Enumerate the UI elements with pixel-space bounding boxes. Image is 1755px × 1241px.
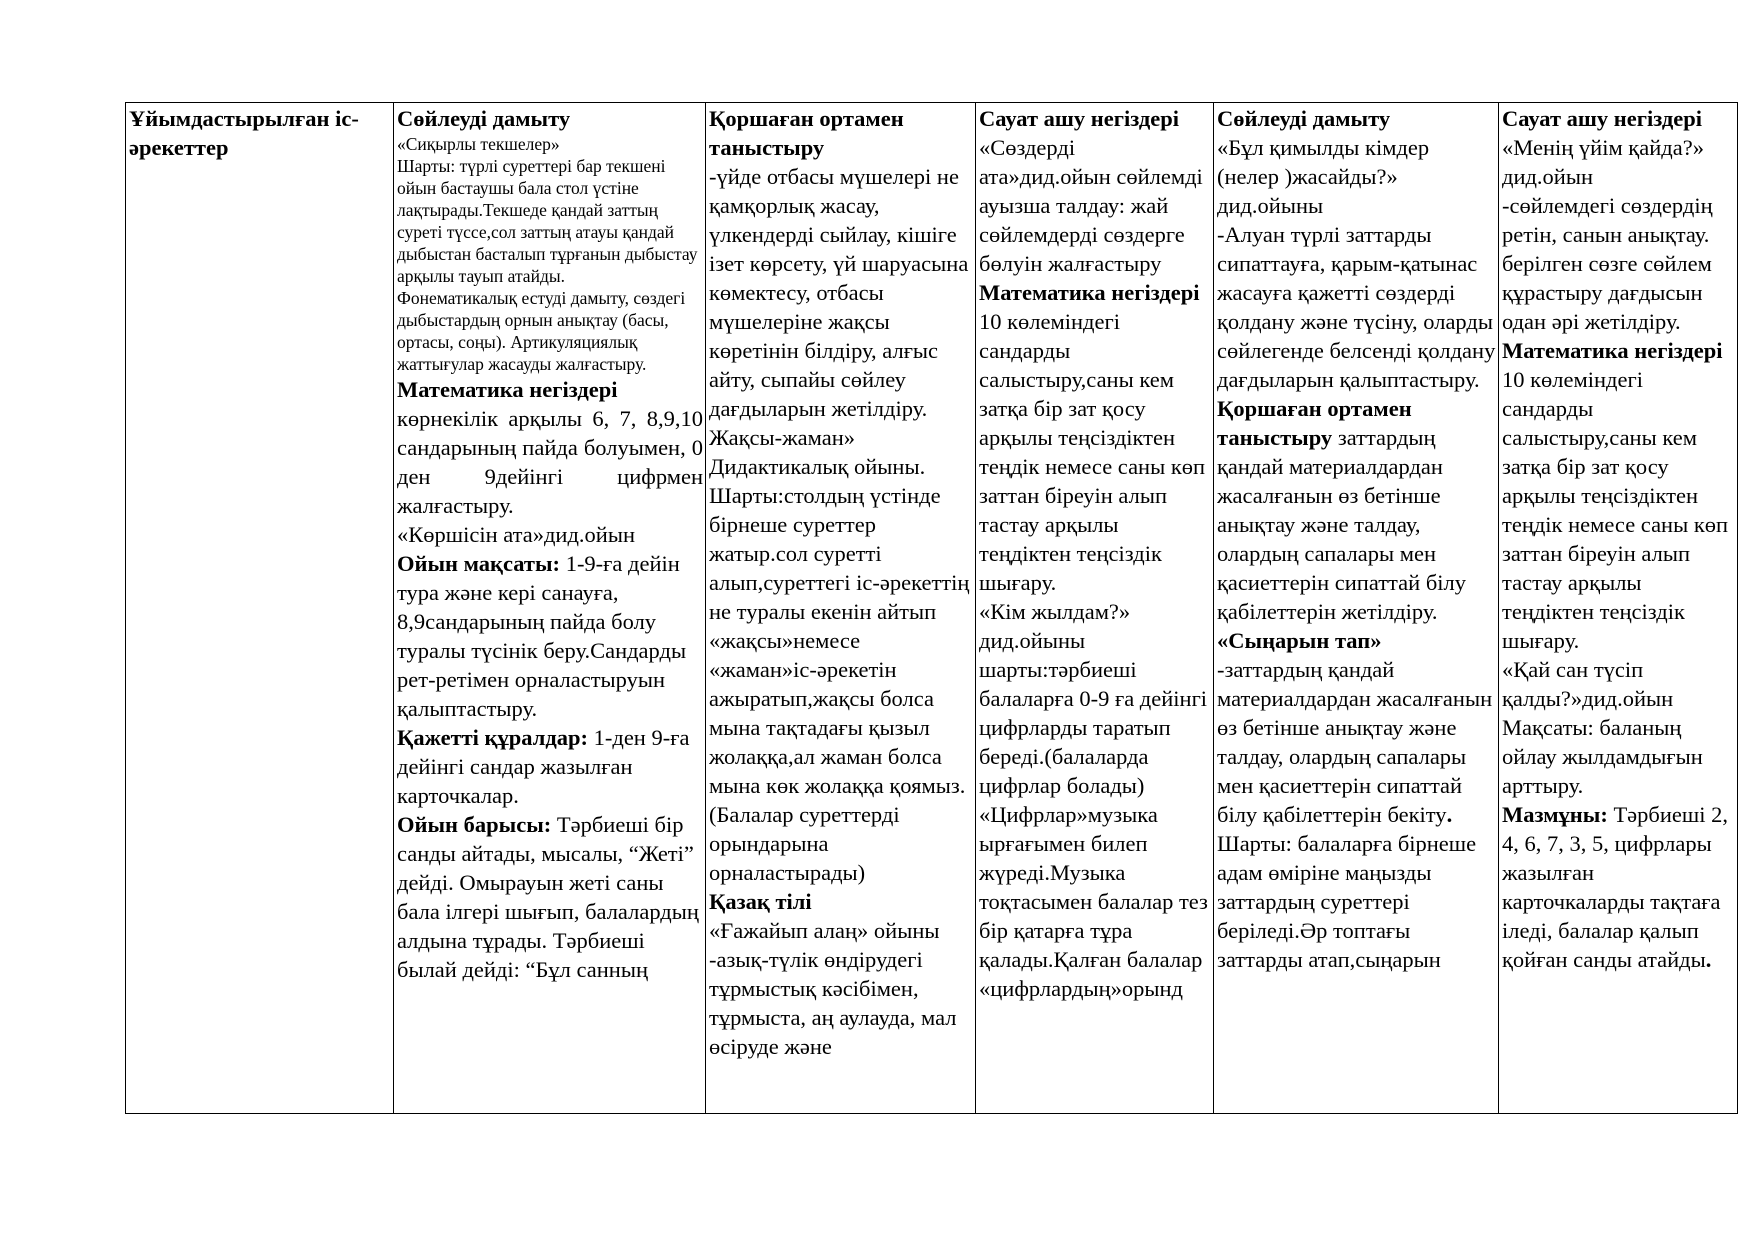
table-row [126, 103, 1738, 1114]
speech-development-cell-2 [1214, 103, 1499, 1114]
speech-development-small-text: «Сиқырлы текшелер» Шарты: түрлі суреттері бар текшені ойын бастаушы бала стол үстіне лақтырады.Текшеде қандай заттың суреті түссе,сол заттың атауы қандай дыбыстан басталып тұрғанын дыбыстау арқылы тауып атайды. Фонематикалық естуді дамыту, сөздегі дыбыстардың орнын анықтау (басы, ортасы, соңы). Артикуляциялық жаттығулар жасауды жалғастыру. [397, 134, 698, 374]
environment-title: Қоршаған ортамен таныстыру [709, 106, 904, 160]
game-goal [397, 549, 703, 723]
math-title: Математика негіздері [979, 280, 1200, 305]
row-header: Ұйымдастырылған іс-әрекеттер [129, 106, 359, 160]
math-text: көрнекілік арқылы 6, 7, 8,9,10 сандарының пайда болуымен, 0 ден 9дейінгі цифрмен жалғастыру. [397, 406, 703, 518]
game-tools [397, 723, 703, 810]
environment-text: заттардың қандай материалдардан жасалғанын өз бетінше анықтау және талдау, олардың сапалары мен қасиеттерін сипаттай білу қабілеттерін жетілдіру. [1217, 425, 1466, 624]
content-label: Мазмұны: [1502, 802, 1608, 827]
environment-text: -үйде отбасы мүшелері не қамқорлық жасау, үлкендерді сыйлау, кішіге ізет көрсету, үй шаруасына көмектесу, отбасы мүшелеріне жақсы көретінін білдіру, алғыс айту, сыпайы сөйлеу дағдыларын жетілдіру. Жақсы-жаман» Дидактикалық ойыны. Шарты:столдың үстінде бірнеше суреттер жатыр.сол суретті алып,суреттегі іс-әрекеттің не туралы екенін айтып «жақсы»немесе «жаман»іс-әрекетін ажыратып,жақсы болса мына тақтадағы қызыл жолаққа,ал жаман болса мына көк жолаққа қоямыз.(Балалар суреттерді орындарына орналастырады) [709, 164, 970, 885]
game-goal [1217, 655, 1496, 829]
process-text: Тәрбиеші бір санды айтады, мысалы, “Жеті” дейді. Омырауын жеті саны бала ілгері шығып, балалардың алдына тұрады. Тәрбиеші былай дейді: “Бұл санның [397, 812, 699, 982]
literacy-title: Сауат ашу негіздері [979, 106, 1179, 131]
game-rules: Шарты: балаларға бірнеше адам өміріне маңызды заттардың суреттері беріледі.Әр топтағы заттарды атап,сыңарын [1217, 831, 1477, 972]
environment-cell [706, 103, 976, 1114]
content-dot: . [1705, 947, 1712, 972]
tools-label: Қажетті құралдар: [397, 725, 588, 750]
row-header-cell [126, 103, 394, 1114]
environment-title: Қоршаған ортамен таныстыру [1217, 396, 1412, 450]
goal-text: 1-9-ға дейін тура және кері санауға, 8,9сандарының пайда болу туралы түсінік беру.Сандарды рет-ретімен орналастыруын қалыптастыру. [397, 551, 687, 721]
game-name: «Көршісін ата»дид.ойын [397, 522, 635, 547]
game-process [397, 810, 703, 984]
literacy-text: «Сөздерді ата»дид.ойын сөйлемді ауызша талдау: жай сөйлемдерді сөздерге бөлуін жалғастыру [979, 135, 1203, 276]
content-text: Тәрбиеші 2, 4, 6, 7, 3, 5, цифрлары жазылған карточкаларды тақтаға іледі, балалар қалып қойған санды атайды [1502, 802, 1728, 972]
literacy-text: «Менің үйім қайда?» дид.ойын -сөйлемдегі сөздердің ретін, санын анықтау. берілген сөзге сөйлем құрастыру дағдысын одан әрі жетілдіру. [1502, 135, 1713, 334]
speech-development-text: «Бұл қимылды кімдер (нелер )жасайды?» дид.ойыны -Алуан түрлі заттарды сипаттауға, қарым-қатынас жасауға қажетті сөздерді қолдану және түсіну, оларды сөйлегенде белсенді қолдану дағдыларын қалыптастыру. [1217, 135, 1496, 392]
game-title: «Сыңарын тап» [1217, 628, 1382, 653]
process-label: Ойын барысы: [397, 812, 552, 837]
kazakh-language-text: «Ғажайып алаң» ойыны -азық-түлік өндірудегі тұрмыстық кәсібімен, тұрмыста, аң аулауда, мал өсіруде және [709, 918, 957, 1059]
math-text: 10 көлеміндегі сандарды салыстыру,саны кем затқа бір зат қосу арқылы теңсіздіктен теңдік немесе саны көп заттан біреуін алып тастау арқылы теңдіктен теңсіздік шығару. «Кім жылдам?» дид.ойыны шарты:тәрбиеші балаларға 0-9 ға дейінгі цифрларды таратып береді.(балаларда цифрлар болады) «Цифрлар»музыка ырғағымен билеп жүреді.Музыка тоқтасымен балалар тез бір қатарға тұра қалады.Қалған балалар «цифрлардың»орынд [979, 309, 1208, 1001]
math-title: Математика негіздері [397, 377, 618, 402]
environment-paragraph [1217, 394, 1496, 626]
kazakh-language-title: Қазақ тілі [709, 889, 812, 914]
literacy-title: Сауат ашу негіздері [1502, 106, 1702, 131]
speech-development-cell [394, 103, 706, 1114]
speech-development-title: Сөйлеуді дамыту [1217, 106, 1391, 131]
game-content [1502, 800, 1735, 974]
literacy-cell [976, 103, 1214, 1114]
math-title: Математика негіздері [1502, 338, 1723, 363]
tools-text: 1-ден 9-ға дейінгі сандар жазылған карточкалар. [397, 725, 690, 808]
math-text: 10 көлеміндегі сандарды салыстыру,саны кем затқа бір зат қосу арқылы теңсіздіктен теңдік немесе саны көп заттан біреуін алып тастау арқылы теңдіктен теңсіздік шығару. «Қай сан түсіп қалды?»дид.ойын Мақсаты: баланың ойлау жылдамдығын арттыру. [1502, 367, 1729, 798]
game-goal-dot: . [1446, 802, 1453, 827]
goal-label: Ойын мақсаты: [397, 551, 561, 576]
literacy-cell-2 [1499, 103, 1738, 1114]
game-goal-text: -заттардың қандай материалдардан жасалғанын өз бетінше анықтау және талдау, олардың сапалары мен қасиеттерін сипаттай білу қабілеттерін бекіту [1217, 657, 1493, 827]
activity-plan-table [125, 102, 1738, 1114]
speech-development-title: Сөйлеуді дамыту [397, 106, 571, 131]
